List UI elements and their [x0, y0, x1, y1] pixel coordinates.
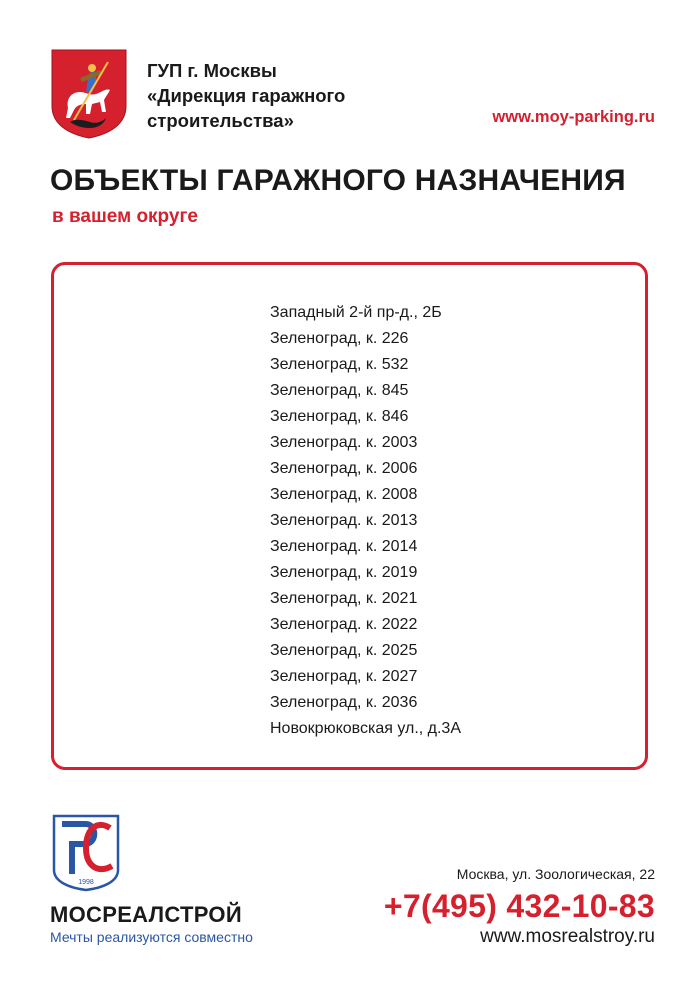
logo-year: 1998	[78, 879, 94, 886]
phone-number[interactable]: +7(495) 432-10-83	[383, 888, 655, 924]
list-item: Зеленоград, к. 2006	[270, 460, 418, 477]
list-item: Зеленоград, к. 532	[270, 356, 409, 373]
page-title: ОБЪЕКТЫ ГАРАЖНОГО НАЗНАЧЕНИЯ	[50, 164, 626, 197]
organization-name	[147, 58, 345, 133]
address-list	[270, 300, 461, 742]
list-item: Зеленоград, к. 2027	[270, 668, 418, 685]
website-link-top[interactable]: www.moy-parking.ru	[492, 108, 655, 126]
list-item: Зеленоград. к. 2003	[270, 434, 418, 451]
list-item: Зеленоград, к. 845	[270, 382, 409, 399]
org-line: «Дирекция гаражного	[147, 85, 346, 106]
list-item: Зеленоград. к. 2013	[270, 512, 418, 529]
company-address: Москва, ул. Зоологическая, 22	[456, 866, 655, 882]
list-item: Зеленоград, к. 2019	[270, 564, 418, 581]
page-subtitle: в вашем округе	[52, 206, 198, 227]
list-item: Новокрюковская ул., д.3А	[270, 720, 461, 737]
list-item: Зеленоград, к. 2036	[270, 694, 418, 711]
list-item: Западный 2-й пр-д., 2Б	[270, 304, 442, 321]
moscow-coat-of-arms-icon	[50, 48, 128, 140]
mosrealstroy-logo-icon	[50, 812, 122, 892]
company-name: МОСРЕАЛСТРОЙ	[50, 902, 242, 927]
list-item: Зеленоград, к. 2008	[270, 486, 418, 503]
org-line: строительства»	[147, 110, 294, 131]
website-link-bottom[interactable]: www.mosrealstroy.ru	[480, 926, 655, 947]
company-slogan: Мечты реализуются совместно	[50, 929, 253, 945]
list-item: Зеленоград. к. 2022	[270, 616, 418, 633]
list-item: Зеленоград, к. 226	[270, 330, 409, 347]
list-item: Зеленоград. к. 2014	[270, 538, 418, 555]
list-item: Зеленоград, к. 846	[270, 408, 409, 425]
list-item: Зеленоград, к. 2025	[270, 642, 418, 659]
org-line: ГУП г. Москвы	[147, 60, 277, 81]
list-item: Зеленоград, к. 2021	[270, 590, 418, 607]
